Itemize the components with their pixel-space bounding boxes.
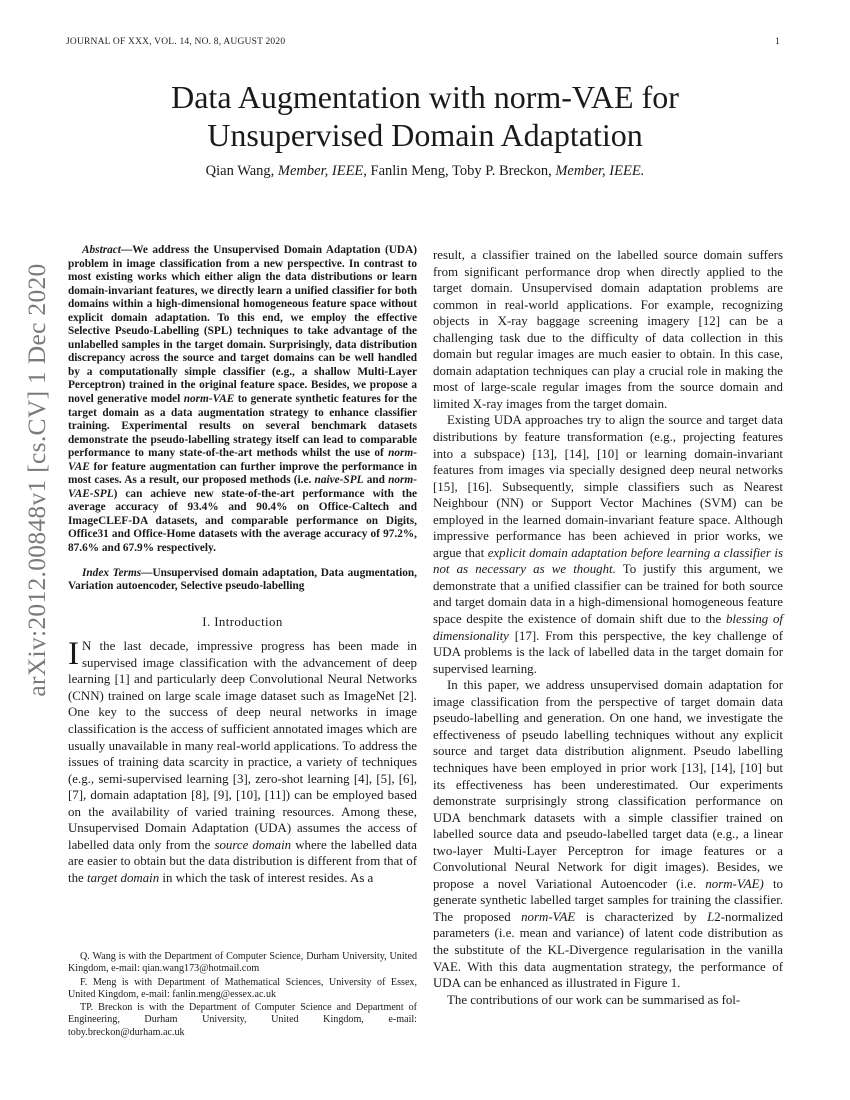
author-1: Qian Wang, bbox=[205, 163, 278, 179]
right-paragraph-1: result, a classifier trained on the labelled source domain suffers from significant performance drop when directly applied to the target domain. Unsupervised domain adaptation problems are common in real-world applications. For example, recognizing objects in X-ray baggage screening imagery [12] can be a challenging task due to the difficulty of data collection in this domain but regular images are much easier to obtain. In this case, domain adaptation techniques can play a crucial role in making the most of large-scale regular images from the source domain and limited X-ray images from the target domain. bbox=[433, 248, 783, 411]
footnote-breckon: TP. Breckon is with the Department of Computer Science and Department of Engineering, Durham University, United Kingdom, e-mail: toby.breckon@durham.ac.uk bbox=[68, 1002, 417, 1038]
intro-italic-target-domain: target domain bbox=[86, 870, 160, 885]
right-p3-italic-3: L bbox=[707, 909, 715, 924]
author-3-role: Member, IEEE. bbox=[555, 163, 645, 179]
title-line-1: Data Augmentation with norm-VAE for bbox=[171, 79, 679, 115]
index-terms-text: —Unsupervised domain adaptation, Data augmentation, Variation autoencoder, Selective pseudo-labelling bbox=[68, 566, 417, 593]
abstract-italic-4: norm-VAE-SPL bbox=[68, 474, 417, 500]
right-paragraph-3 bbox=[433, 677, 783, 991]
running-header bbox=[66, 37, 780, 47]
abstract-italic-2: norm-VAE bbox=[68, 447, 417, 473]
right-p2-italic-1: explicit domain adaptation before learning a classifier is not as necessary as we thought. bbox=[433, 545, 783, 577]
right-p2-italic-2: blessing of dimensionality bbox=[433, 612, 783, 643]
abstract-text-2: to generate synthetic features for the target domain as a data augmentation strategy to enhance classifier training. Experimental results on several benchmark datasets demonstrate the pseudo-labelling strategy itself can lead to comparable performance to many state-of-the-art methods whilst the use of bbox=[68, 393, 417, 460]
index-terms bbox=[68, 567, 417, 594]
arxiv-identifier: arXiv:2012.00848v1 [cs.CV] 1 Dec 2020 bbox=[22, 263, 51, 697]
abstract-text-1: —We address the Unsupervised Domain Adaptation (UDA) problem in image classification from a new perspective. In contrast to most existing works which either align the data distributions or learn domain-invariant features, we directly learn a unified classifier for both domains within a high-dimensional homogeneous feature space without explicit domain adaptation. To this end, we employ the effective Selective Pseudo-Labelling (SPL) techniques to take advantage of the unlabelled samples in the target domain. Surprisingly, data distribution discrepancy across the source and target domains can be well handled by a computationally simple classifier (e.g., a shallow Multi-Layer Perceptron) trained in the original feature space. Besides, we propose a novel generative model bbox=[68, 244, 417, 406]
intro-paragraph-1 bbox=[68, 638, 417, 886]
abstract-and: and bbox=[363, 474, 389, 487]
abstract-text-3: for feature augmentation can further improve the performance in most cases. As a result, our proposed methods (i.e. bbox=[68, 460, 417, 487]
drop-cap: I bbox=[68, 636, 79, 673]
right-p2-text-2: To justify this argument, we demonstrate that a unified classifier can be trained for both source and target domain data in a high-dimensional homogeneous feature space despite the existence of domain shift due to the bbox=[433, 562, 783, 627]
right-p3-italic-2: norm-VAE bbox=[521, 909, 576, 924]
footnote-meng: F. Meng is with Department of Mathematical Sciences, University of Essex, United Kingdom, e-mail: fanlin.meng@essex.ac.uk bbox=[68, 976, 417, 1000]
right-p3-text-3: is characterized by bbox=[575, 909, 708, 924]
left-column bbox=[68, 244, 417, 886]
abstract-text-4: ) can achieve new state-of-the-art performance with the average accuracy of 93.4% and 90.4% on Office-Caltech and ImageCLEF-DA datasets, and comparable performance on Digits, Office31 and Office-Home datasets with the average accuracy of 97.2%, 87.6% and 67.9% respectively. bbox=[68, 487, 417, 555]
arxiv-stamp bbox=[22, 263, 52, 697]
paper-title bbox=[100, 78, 750, 154]
right-column bbox=[433, 247, 783, 1008]
intro-text-2: where the labelled data are easier to obtain but the data distribution is different from that of the bbox=[68, 837, 417, 885]
author-list bbox=[60, 163, 790, 180]
author-1-role: Member, IEEE, bbox=[277, 163, 367, 179]
journal-info: JOURNAL OF XXX, VOL. 14, NO. 8, AUGUST 2020 bbox=[66, 37, 286, 47]
intro-italic-source-domain: source domain bbox=[214, 837, 292, 852]
intro-text-3: in which the task of interest resides. As a bbox=[159, 870, 374, 885]
section-heading-introduction: I. Introduction bbox=[202, 614, 283, 629]
intro-text-1: N the last decade, impressive progress has been made in supervised image classification with the advancement of deep learning [1] and particularly deep Convolutional Neural Networks (CNN) trained on large scale image dataset such as ImageNet [2]. One key to the success of deep neural networks in image classification is the access of sufficient annotated images which are usually unavailable in many real-world applications. To address the issues of training data scarcity in practice, a variety of techniques (e.g., semi-supervised learning [3], zero-shot learning [4], [5], [6], [7], domain adaptation [8], [9], [10], [11]) can be employed based on the availability of varied training resources. Among these, Unsupervised Domain Adaptation (UDA) assumes the access of labelled data only from the bbox=[68, 639, 417, 852]
authors-2-3: Fanlin Meng, Toby P. Breckon, bbox=[366, 163, 556, 179]
right-p3-text-4: 2-normalized parameters (i.e. mean and variance) of latent code distribution as the substitute of the KL-Divergence regularisation in the vanilla VAE. With this data augmentation strategy, the performance of UDA can be enhanced as illustrated in Figure 1. bbox=[433, 909, 783, 991]
footnote-wang: Q. Wang is with the Department of Computer Science, Durham University, United Kingdom, e-mail: qian.wang173@hotmail.com bbox=[68, 951, 417, 975]
abstract bbox=[68, 244, 417, 556]
index-terms-lead: Index Terms bbox=[82, 566, 142, 579]
right-p3-italic-1: norm-VAE) bbox=[705, 876, 764, 891]
page-number: 1 bbox=[775, 37, 780, 47]
right-paragraph-2 bbox=[433, 412, 783, 677]
right-p3-text-1: In this paper, we address unsupervised domain adaptation for image classification from the perspective of target domain data pseudo-labelling and generation. On one hand, we investigate the effectiveness of pseudo labelling techniques without any explicit source and target data distribution alignment. Pseudo labelling techniques have been employed in prior work [13], [14], [10] but its effectiveness has been underestimated. Our experiments demonstrate surprisingly strong classification performance on UDA benchmark datasets with a simple classifier trained on labelled source data and pseudo-labelled target data (e.g., a linear two-layer Multi-Layer Perceptron for image features or a Convolutional Neural Network for digit images). Besides, we propose a novel Variational Autoencoder (i.e. bbox=[433, 678, 783, 891]
right-p2-text-3: [17]. From this perspective, the key challenge of UDA problems is the lack of labelled data in the target domain for supervised learning. bbox=[433, 628, 783, 676]
title-line-2: Unsupervised Domain Adaptation bbox=[207, 117, 643, 153]
abstract-italic-3: naive-SPL bbox=[314, 474, 364, 487]
abstract-lead: Abstract bbox=[82, 244, 121, 256]
right-p3-text-2: to generate synthetic labelled target samples for training the classifier. The proposed bbox=[433, 876, 783, 924]
abstract-italic-1: norm-VAE bbox=[183, 393, 235, 406]
right-p2-text-1: Existing UDA approaches try to align the source and target data distributions by feature transformation (e.g., projecting features into a subspace) [13], [14], [10] or learning domain-invariant features from images via specially designed deep neural networks [15], [16]. Subsequently, simple classifiers such as Nearest Neighbour (NN) or Support Vector Machines (SVM) can be employed in the learned domain-invariant feature space. Although impressive performance has been achieved in prior works, we argue that bbox=[433, 413, 783, 560]
right-paragraph-4: The contributions of our work can be summarised as fol- bbox=[447, 992, 741, 1007]
footnotes bbox=[68, 951, 417, 1040]
